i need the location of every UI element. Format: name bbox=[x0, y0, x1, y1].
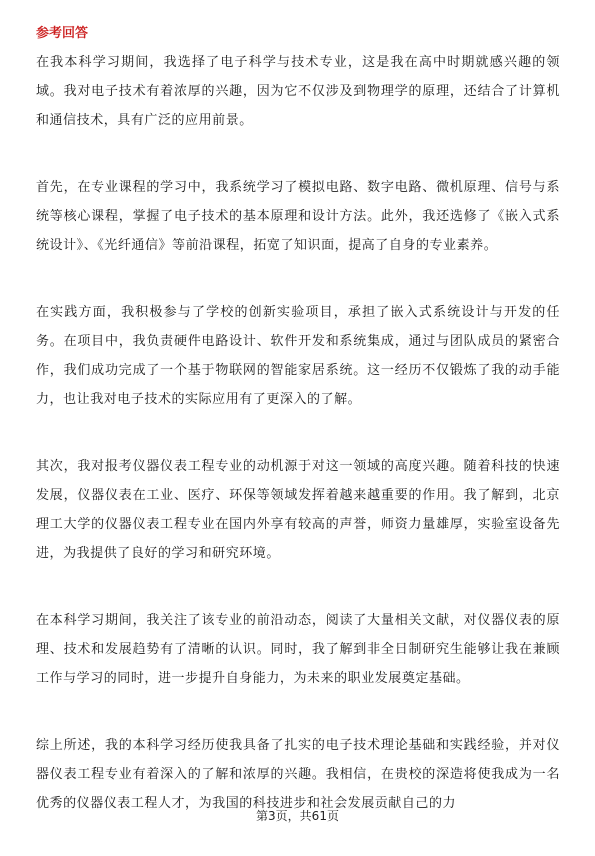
paragraph-2: 首先，在专业课程的学习中，我系统学习了模拟电路、数字电路、微机原理、信号与系统等核心课程，掌握了电子技术的基本原理和设计方法。此外，我还选修了《嵌入式系统设计》、《光纤通信》等前沿课程，拓宽了知识面，提高了自身的专业素养。 bbox=[36, 180, 560, 253]
answer-body bbox=[36, 48, 560, 856]
paragraph-4: 其次，我对报考仪器仪表工程专业的动机源于对这一领域的高度兴趣。随着科技的快速发展，仪器仪表在工业、医疗、环保等领域发挥着越来越重要的作用。我了解到，北京理工大学的仪器仪表工程专业在国内外享有较高的声誉，师资力量雄厚，实验室设备先进，为我提供了良好的学习和研究环境。 bbox=[36, 459, 560, 561]
paragraph-5: 在本科学习期间，我关注了该专业的前沿动态，阅读了大量相关文献，对仪器仪表的原理、技术和发展趋势有了清晰的认识。同时，我了解到非全日制研究生能够让我在兼顾工作与学习的同时，进一步提升自身能力，为未来的职业发展奠定基础。 bbox=[36, 613, 560, 686]
paragraph-1: 在我本科学习期间，我选择了电子科学与技术专业，这是我在高中时期就感兴趣的领域。我对电子技术有着浓厚的兴趣，因为它不仅涉及到物理学的原理，还结合了计算机和通信技术，具有广泛的应用前景。 bbox=[36, 55, 560, 128]
answer-heading: 参考回答 bbox=[36, 26, 89, 41]
paragraph-3: 在实践方面，我积极参与了学校的创新实验项目，承担了嵌入式系统设计与开发的任务。在项目中，我负责硬件电路设计、软件开发和系统集成，通过与团队成员的紧密合作，我们成功完成了一个基于物联网的智能家居系统。这一经历不仅锻炼了我的动手能力，也让我对电子技术的实际应用有了更深入的了解。 bbox=[36, 305, 560, 407]
page-number-footer: 第3页，共61页 bbox=[256, 809, 339, 823]
paragraph-6: 综上所述，我的本科学习经历使我具备了扎实的电子技术理论基础和实践经验，并对仪器仪表工程专业有着深入的了解和浓厚的兴趣。我相信，在贵校的深造将使我成为一名优秀的仪器仪表工程人才，为我国的科技进步和社会发展贡献自己的力 bbox=[36, 738, 560, 811]
